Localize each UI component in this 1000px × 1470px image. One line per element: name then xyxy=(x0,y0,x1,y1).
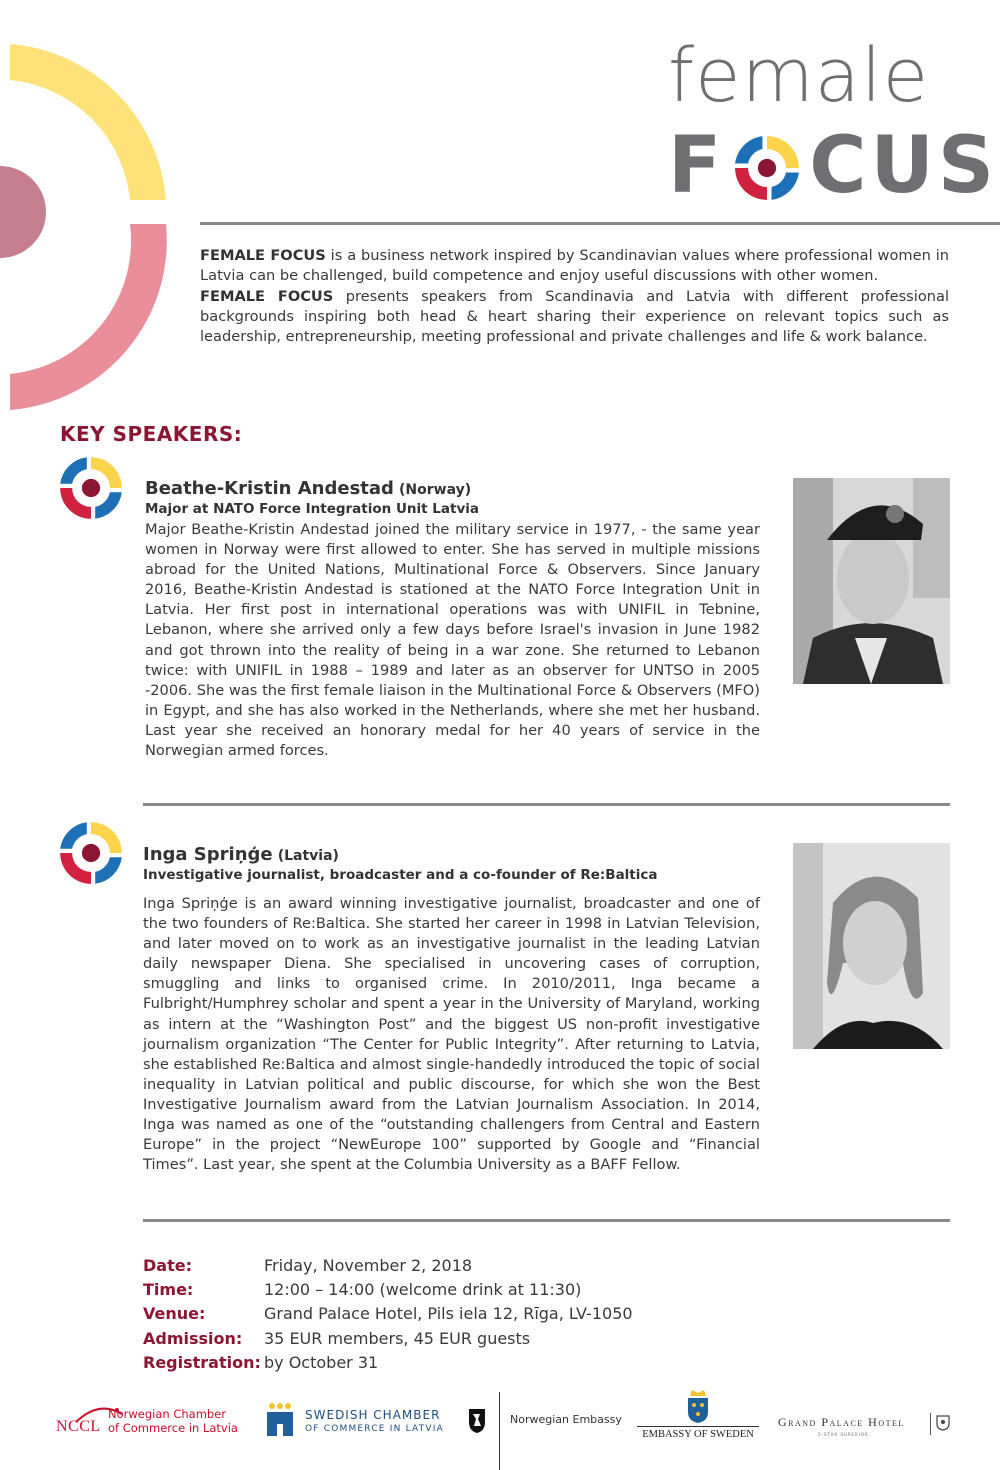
detail-date-label: Date: xyxy=(143,1256,192,1275)
decorative-arcs xyxy=(0,0,170,420)
grand-palace-hotel-logo xyxy=(778,1413,953,1443)
intro-paragraph-1 xyxy=(200,246,949,287)
detail-venue xyxy=(143,1302,633,1326)
intro-brand-2: FEMALE FOCUS xyxy=(200,287,334,305)
speaker-2-bio: Inga Spriņģe is an award winning investigative journalist, broadcaster and one of the two founders of Re:Baltica. She started her career in 1998 in Latvian Television, and later moved on to work as an investigative journalist in the leading Latvian daily newspaper Diena. She specialised in uncovering cases of corruption, smuggling and links to organised crime. In 2010/2011, Inga became a Fulbright/Humphrey scholar and spent a year in the University of Maryland, working as intern at the “Washington Post” and the biggest US non-profit investigative journalism organization “The Center for Public Integrity”. After returning to Latvia, she established Re:Baltica and almost single-handedly introduced the topic of social inequality in Latvian political and public discourse, for which she won the Best Investigative Journalism award from the Latvian Journalism Association. In 2014, Inga was named as one of the “outstanding challengers from Central and Eastern Europe” in the project “NewEurope 100” supported by Google and “Financial Times”. Last year, she spent at the Columbia University as a BAFF Fellow. xyxy=(143,895,760,1174)
speaker-2-ring-icon xyxy=(56,818,126,888)
embassy-of-sweden-rule xyxy=(637,1426,759,1427)
intro-brand-1: FEMALE FOCUS xyxy=(200,247,326,264)
header-divider xyxy=(200,222,1000,225)
key-speakers-heading: KEY SPEAKERS: xyxy=(60,422,243,446)
nccl-abbr: NCCL xyxy=(56,1418,101,1435)
intro-text xyxy=(200,246,949,347)
detail-time-label: Time: xyxy=(143,1280,194,1300)
speaker-2-portrait-image xyxy=(793,843,950,1049)
speaker-2-header xyxy=(143,844,339,865)
swedish-chamber-crown-icon xyxy=(265,1402,295,1438)
embassy-of-sweden-text: EMBASSY OF SWEDEN xyxy=(642,1429,754,1440)
nccl-text xyxy=(108,1407,238,1435)
speaker-1-ring-icon xyxy=(56,453,126,523)
swedish-chamber-line-2: OF COMMERCE IN LATVIA xyxy=(305,1424,444,1434)
grand-palace-divider xyxy=(930,1413,931,1435)
embassy-of-sweden-logo xyxy=(637,1388,759,1442)
norwegian-embassy-text: Norwegian Embassy xyxy=(510,1413,622,1426)
footer-divider xyxy=(499,1392,500,1470)
swedish-coat-of-arms-icon xyxy=(684,1388,712,1424)
detail-time-value: 12:00 – 14:00 (welcome drink at 11:30) xyxy=(264,1280,582,1300)
speaker-1-country: (Norway) xyxy=(399,482,472,498)
nccl-line-1: Norwegian Chamber xyxy=(108,1407,227,1421)
speaker-1-photo xyxy=(793,478,950,684)
focus-ring-icon xyxy=(729,130,805,206)
grand-palace-crest-icon xyxy=(936,1415,950,1431)
intro-text-2: presents speakers from Scandinavia and Latvia with different professional backgrounds inspiring both head & heart sharing their experience on relevant topics such as leadership, entrepreneurship, meeting professional and private challenges and life & work balance. xyxy=(200,287,950,346)
speaker-1-role: Major at NATO Force Integration Unit Latvia xyxy=(145,501,480,517)
detail-admission-label: Admission: xyxy=(143,1328,243,1348)
detail-admission xyxy=(143,1327,633,1351)
detail-date-value: Friday, November 2, 2018 xyxy=(264,1256,473,1275)
detail-registration-label: Registration: xyxy=(143,1352,261,1372)
intro-text-1: is a business network inspired by Scandinavian values where professional women in Latvia can be challenged, build competence and enjoy useful discussions with other women. xyxy=(200,247,949,285)
grand-palace-sub: 5-STAR SUPERIOR xyxy=(818,1432,869,1437)
logo-female-text: female xyxy=(668,33,930,119)
speaker-2-name: Inga Spriņģe xyxy=(143,844,273,865)
speaker-2-photo xyxy=(793,843,950,1049)
grand-palace-text: Grand Palace Hotel xyxy=(778,1415,905,1429)
speaker-divider-1 xyxy=(143,803,950,806)
logo-focus-text xyxy=(668,121,999,211)
speaker-divider-2 xyxy=(143,1219,950,1222)
detail-registration-value: by October 31 xyxy=(264,1352,379,1372)
detail-venue-label: Venue: xyxy=(143,1304,206,1324)
intro-paragraph-2 xyxy=(200,287,949,348)
speaker-2-country: (Latvia) xyxy=(277,848,339,864)
detail-time xyxy=(143,1278,633,1302)
nccl-line-2: of Commerce in Latvia xyxy=(108,1421,238,1435)
norwegian-lion-icon xyxy=(466,1406,488,1434)
detail-venue-value: Grand Palace Hotel, Pils iela 12, Rīga, LV-1050 xyxy=(264,1304,633,1324)
swedish-chamber-line-1: SWEDISH CHAMBER xyxy=(305,1408,441,1422)
logo-focus-f: F xyxy=(668,121,726,211)
speaker-1-portrait-image xyxy=(793,478,950,684)
speaker-2-role: Investigative journalist, broadcaster and a co-founder of Re:Baltica xyxy=(143,867,658,883)
speaker-1-header xyxy=(145,478,471,499)
speaker-1-bio: Major Beathe-Kristin Andestad joined the military service in 1977, - the same year women in Norway were first allowed to enter. She has served in multiple missions abroad for the United Nations, Multinational Force & Observers. Since January 2016, Beathe-Kristin Andestad is stationed at the NATO Force Integration Unit in Latvia. Her first post in international operations was with UNIFIL in Tebnine, Lebanon, where she arrived only a few days before Israel's invasion in June 1982 and got thrown into the reality of being in a war zone. She returned to Lebanon twice: with UNIFIL in 1988 – 1989 and later as an observer for UNTSO in 2005 -2006. She was the first female liaison in the Multinational Force & Observers (MFO) in Egypt, and she has also worked in the Netherlands, where she met her husband. Last year she received an honorary medal for her 40 years of service in the Norwegian armed forces. xyxy=(145,521,760,760)
nccl-logo xyxy=(56,1404,236,1444)
event-details xyxy=(143,1254,633,1375)
detail-date xyxy=(143,1254,633,1278)
swedish-chamber-logo xyxy=(265,1402,445,1440)
detail-admission-value: 35 EUR members, 45 EUR guests xyxy=(264,1328,531,1348)
logo-focus-rest: CUS xyxy=(809,121,999,211)
speaker-1-name: Beathe-Kristin Andestad xyxy=(145,478,394,499)
detail-registration xyxy=(143,1351,633,1375)
